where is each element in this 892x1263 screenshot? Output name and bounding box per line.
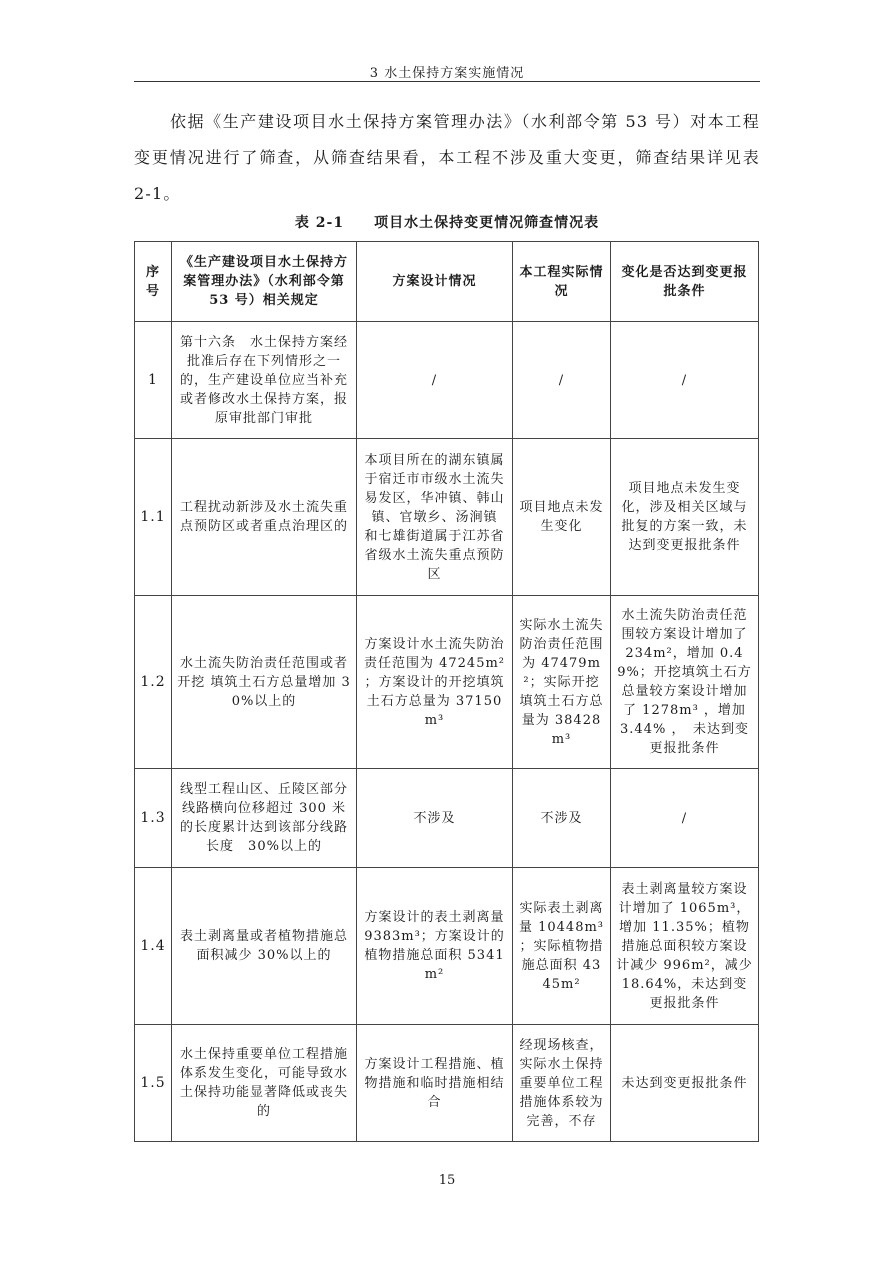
page-number: 15 (438, 1173, 456, 1188)
table-title: 项目水土保持变更情况筛查情况表 (374, 215, 600, 231)
design-cell: 方案设计的表土剥离量 9383m³；方案设计的植物措施总面积 5341m² (357, 868, 513, 1025)
actual-cell: 经现场核查，实际水土保持重要单位工程措施体系较为完善，不存 (513, 1025, 611, 1142)
row-number: 1.1 (135, 439, 172, 596)
conclusion-cell: / (611, 322, 759, 439)
table-row (135, 1025, 759, 1142)
table-row (135, 868, 759, 1025)
row-number: 1.3 (135, 769, 172, 868)
regulation-cell: 水土保持重要单位工程措施体系发生变化，可能导致水土保持功能显著降低或丧失的 (172, 1025, 357, 1142)
table-header-row (135, 242, 759, 322)
column-header: 序号 (135, 242, 172, 322)
intro-paragraph: 依据《生产建设项目水土保持方案管理办法》（水利部令第 53 号）对本工程变更情况进行了筛查，从筛查结果看，本工程不涉及重大变更，筛查结果详见表 2-1。 (134, 112, 760, 203)
column-header: 变化是否达到变更报批条件 (611, 242, 759, 322)
column-header: 《生产建设项目水土保持方案管理办法》（水利部令第 53 号）相关规定 (172, 242, 357, 322)
conclusion-cell: 项目地点未发生变化，涉及相关区域与 批复的方案一致，未 达到变更报批条件 (611, 439, 759, 596)
row-number: 1 (135, 322, 172, 439)
actual-cell: 不涉及 (513, 769, 611, 868)
table-number: 表 2-1 (294, 215, 345, 231)
conclusion-cell: 水土流失防治责任范 围较方案设计增加了 234m²，增加 0.49%；开挖填筑土石方总量较方案设计增加了 1278m³ ，增加 3.44% ， 未达到变更报批条件 (611, 596, 759, 769)
table-row (135, 596, 759, 769)
conclusion-cell: 表土剥离量较方案设计增加了 1065m³，增加 11.35%；植物措施总面积较方案设计减少 996m²，减少 18.64%，未达到变更报批条件 (611, 868, 759, 1025)
design-cell: 本项目所在的湖东镇属于宿迁市市级水土流失易发区，华冲镇、韩山镇、官墩乡、汤涧镇 和七雄街道属于江苏省 省级水土流失重点预防区 (357, 439, 513, 596)
header-rule (134, 81, 760, 82)
design-cell: 方案设计水土流失防治责任范围为 47245m² ；方案设计的开挖填筑土石方总量为 37150m³ (357, 596, 513, 769)
regulation-cell: 表土剥离量或者植物措施总面积减少 30%以上的 (172, 868, 357, 1025)
design-cell: 不涉及 (357, 769, 513, 868)
row-number: 1.5 (135, 1025, 172, 1142)
page-header: 3 水土保持方案实施情况 (369, 66, 525, 81)
screening-table (134, 241, 762, 1142)
table-row (135, 322, 759, 439)
design-cell: / (357, 322, 513, 439)
actual-cell: 项目地点未发生变化 (513, 439, 611, 596)
table-row (135, 439, 759, 596)
regulation-cell: 线型工程山区、丘陵区部分线路横向位移超过 300 米的长度累计达到该部分线路长度 30%以上的 (172, 769, 357, 868)
table-row (135, 769, 759, 868)
regulation-cell: 第十六条 水土保持方案经批准后存在下列情形之一的，生产建设单位应当补充或者修改水土保持方案，报原审批部门审批 (172, 322, 357, 439)
conclusion-cell: 未达到变更报批条件 (611, 1025, 759, 1142)
actual-cell: 实际水土流失防治责任范围为 47479m²；实际开挖填筑土石方总量为 38428m³ (513, 596, 611, 769)
regulation-cell: 水土流失防治责任范围或者开挖 填筑土石方总量增加 30%以上的 (172, 596, 357, 769)
actual-cell: / (513, 322, 611, 439)
table-caption (134, 212, 760, 232)
conclusion-cell: / (611, 769, 759, 868)
regulation-cell: 工程扰动新涉及水土流失重点预防区或者重点治理区的 (172, 439, 357, 596)
actual-cell: 实际表土剥离量 10448m³ ；实际植物措施总面积 4345m² (513, 868, 611, 1025)
design-cell: 方案设计工程措施、植物措施和临时措施相结合 (357, 1025, 513, 1142)
column-header: 方案设计情况 (357, 242, 513, 322)
column-header: 本工程实际情况 (513, 242, 611, 322)
row-number: 1.4 (135, 868, 172, 1025)
row-number: 1.2 (135, 596, 172, 769)
